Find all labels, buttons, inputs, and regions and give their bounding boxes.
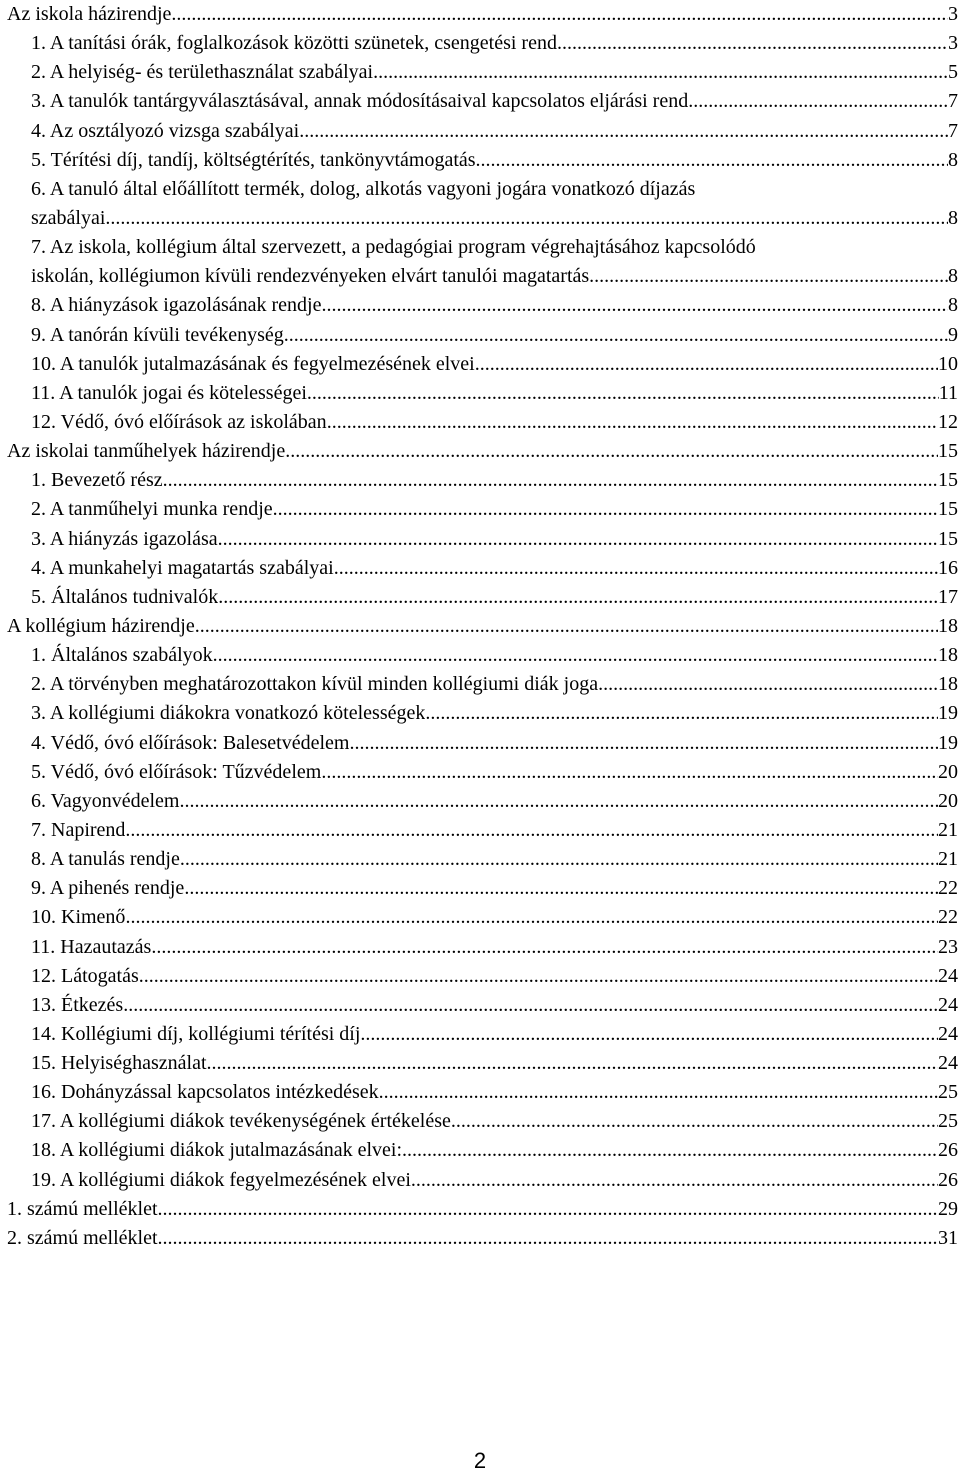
toc-entry-title: 3. A kollégiumi diákokra vonatkozó kötelességek [31, 702, 426, 725]
toc-entry-title: Az iskolai tanműhelyek házirendje [7, 440, 286, 463]
toc-dot-leader [327, 408, 938, 437]
toc-dot-leader [218, 583, 938, 612]
toc-entry[interactable] [7, 175, 958, 204]
toc-entry[interactable] [7, 991, 958, 1020]
toc-entry-page-number: 11 [938, 381, 958, 404]
toc-dot-leader [284, 321, 948, 350]
toc-dot-leader [373, 58, 948, 87]
toc-entry-page-number: 29 [938, 1197, 958, 1220]
toc-entry[interactable] [7, 816, 958, 845]
toc-entry[interactable] [7, 1078, 958, 1107]
toc-entry[interactable] [7, 1136, 958, 1165]
toc-entry[interactable] [7, 379, 958, 408]
table-of-contents [7, 0, 958, 1253]
toc-entry-title: 5. Térítési díj, tandíj, költségtérítés, tankönyvtámogatás [31, 148, 476, 171]
toc-entry-title: 19. A kollégiumi diákok fegyelmezésének elvei [31, 1168, 411, 1191]
toc-entry-title: 8. A hiányzások igazolásának rendje [31, 294, 322, 317]
toc-entry-page-number: 18 [938, 644, 958, 667]
toc-dot-leader [151, 933, 938, 962]
toc-entry-title: 1. számú melléklet [7, 1197, 158, 1220]
toc-dot-leader [171, 0, 948, 29]
toc-dot-leader [321, 758, 938, 787]
toc-entry-title: 6. Vagyonvédelem [31, 789, 180, 812]
toc-dot-leader [207, 1049, 939, 1078]
toc-entry-page-number: 12 [938, 410, 958, 433]
toc-entry-page-number: 22 [938, 877, 958, 900]
toc-entry-page-number: 24 [938, 1052, 958, 1075]
toc-entry-title: 11. Hazautazás [31, 935, 152, 958]
toc-entry-page-number: 25 [938, 1110, 958, 1133]
toc-entry[interactable] [7, 321, 958, 350]
toc-entry-title: 2. A tanműhelyi munka rendje [31, 498, 273, 521]
toc-entry-page-number: 25 [938, 1081, 958, 1104]
toc-entry[interactable] [7, 466, 958, 495]
toc-entry[interactable] [7, 146, 958, 175]
toc-entry-title: 3. A hiányzás igazolása [31, 527, 218, 550]
page-number: 2 [473, 1448, 487, 1473]
toc-dot-leader [180, 787, 939, 816]
toc-entry-page-number: 15 [938, 469, 958, 492]
toc-entry-page-number: 5 [948, 61, 958, 84]
toc-entry-title: 13. Étkezés [31, 993, 124, 1016]
toc-entry-page-number: 21 [938, 848, 958, 871]
toc-entry[interactable] [7, 1020, 958, 1049]
toc-dot-leader [139, 962, 938, 991]
toc-entry[interactable] [7, 233, 958, 262]
toc-entry-title: 12. Védő, óvó előírások az iskolában [31, 410, 327, 433]
toc-entry-title: 10. A tanulók jutalmazásának és fegyelmezésének elvei [31, 352, 475, 375]
toc-entry-page-number: 24 [938, 993, 958, 1016]
toc-entry-title: 1. A tanítási órák, foglalkozások közötti szünetek, csengetési rend [31, 32, 557, 55]
toc-entry-title-continuation: iskolán, kollégiumon kívüli rendezvényeken elvárt tanulói magatartás [31, 265, 590, 288]
toc-entry-page-number: 15 [938, 527, 958, 550]
toc-entry-title: 2. A törvényben meghatározottakon kívül minden kollégiumi diák joga [31, 673, 599, 696]
toc-entry-title: 2. számú melléklet [7, 1226, 158, 1249]
toc-entry-title: A kollégium házirendje [7, 614, 195, 637]
toc-entry[interactable] [7, 874, 958, 903]
toc-entry-page-number: 19 [938, 731, 958, 754]
toc-entry[interactable] [7, 641, 958, 670]
toc-entry-page-number: 31 [938, 1226, 958, 1249]
toc-entry-page-number: 8 [948, 148, 958, 171]
toc-entry-page-number: 8 [948, 206, 958, 229]
toc-entry-page-number: 9 [948, 323, 958, 346]
toc-dot-leader [285, 437, 938, 466]
toc-entry[interactable] [7, 583, 958, 612]
toc-entry-title: 7. Napirend [31, 818, 126, 841]
toc-entry-title: 1. Általános szabályok [31, 644, 213, 667]
toc-entry-page-number: 7 [948, 119, 958, 142]
toc-dot-leader [598, 670, 938, 699]
toc-entry-title: 12. Látogatás [31, 964, 139, 987]
toc-entry[interactable] [7, 58, 958, 87]
toc-entry-page-number: 17 [938, 585, 958, 608]
toc-dot-leader [379, 1078, 938, 1107]
toc-entry-title: 15. Helyiséghasználat [31, 1052, 207, 1075]
toc-entry[interactable] [7, 554, 958, 583]
toc-entry-title: 11. A tanulók jogai és kötelességei [31, 381, 307, 404]
toc-entry[interactable] [7, 962, 958, 991]
toc-entry-page-number: 3 [948, 3, 958, 25]
toc-entry-title-continuation: szabályai [31, 206, 106, 229]
toc-dot-leader [360, 1020, 938, 1049]
toc-entry[interactable] [7, 787, 958, 816]
toc-dot-leader [451, 1107, 938, 1136]
toc-entry[interactable] [7, 670, 958, 699]
toc-entry[interactable] [7, 612, 958, 641]
toc-entry[interactable] [7, 1166, 958, 1195]
toc-entry-title: 9. A tanórán kívüli tevékenység [31, 323, 284, 346]
toc-entry-page-number: 10 [938, 352, 958, 375]
toc-entry-page-number: 26 [938, 1168, 958, 1191]
toc-entry-page-number: 24 [938, 964, 958, 987]
toc-entry-page-number: 16 [938, 556, 958, 579]
toc-dot-leader [411, 1166, 938, 1195]
toc-dot-leader [125, 903, 938, 932]
toc-dot-leader [402, 1136, 938, 1165]
toc-entry-page-number: 23 [938, 935, 958, 958]
toc-entry-title: 6. A tanuló által előállított termék, dolog, alkotás vagyoni jogára vonatkozó díjazás [31, 177, 696, 200]
toc-dot-leader [125, 816, 938, 845]
toc-entry-title: 4. Védő, óvó előírások: Balesetvédelem [31, 731, 350, 754]
toc-dot-leader [273, 495, 938, 524]
toc-entry-page-number: 7 [948, 90, 958, 113]
toc-entry-page-number: 19 [938, 702, 958, 725]
toc-entry-title: 14. Kollégiumi díj, kollégiumi térítési díj [31, 1022, 361, 1045]
toc-entry-title: 2. A helyiség- és területhasználat szabályai [31, 61, 374, 84]
toc-dot-leader [589, 262, 948, 291]
toc-dot-leader [307, 379, 939, 408]
toc-dot-leader [475, 350, 938, 379]
toc-entry[interactable] [7, 1224, 958, 1253]
toc-dot-leader [184, 874, 938, 903]
toc-entry-title: 4. Az osztályozó vizsga szabályai [31, 119, 300, 142]
toc-entry[interactable] [7, 903, 958, 932]
toc-dot-leader [349, 729, 938, 758]
toc-dot-leader [158, 1195, 938, 1224]
toc-entry-page-number: 18 [938, 614, 958, 637]
toc-entry-title: 4. A munkahelyi magatartás szabályai [31, 556, 334, 579]
toc-entry-title: 9. A pihenés rendje [31, 877, 185, 900]
toc-entry-page-number: 26 [938, 1139, 958, 1162]
toc-entry-continuation[interactable] [7, 204, 958, 233]
toc-entry[interactable] [7, 1107, 958, 1136]
toc-entry-title: 1. Bevezető rész [31, 469, 163, 492]
toc-entry-page-number: 20 [938, 789, 958, 812]
toc-dot-leader [476, 146, 948, 175]
toc-dot-leader [334, 554, 938, 583]
toc-entry-page-number: 20 [938, 760, 958, 783]
toc-dot-leader [688, 87, 948, 116]
toc-dot-leader [557, 29, 948, 58]
toc-entry[interactable] [7, 933, 958, 962]
toc-entry-title: 3. A tanulók tantárgyválasztásával, annak módosításaival kapcsolatos eljárási rend [31, 90, 689, 113]
toc-entry-continuation[interactable] [7, 262, 958, 291]
toc-entry[interactable] [7, 437, 958, 466]
toc-dot-leader [425, 699, 938, 728]
toc-entry-title: Az iskola házirendje [7, 3, 172, 25]
toc-dot-leader [218, 525, 938, 554]
toc-dot-leader [299, 117, 948, 146]
toc-entry-title: 10. Kimenő [31, 906, 126, 929]
toc-entry-title: 16. Dohányzással kapcsolatos intézkedések [31, 1081, 379, 1104]
toc-entry-title: 5. Általános tudnivalók [31, 585, 219, 608]
toc-entry[interactable] [7, 525, 958, 554]
toc-dot-leader [105, 204, 948, 233]
toc-entry[interactable] [7, 1049, 958, 1078]
toc-entry-page-number: 15 [938, 440, 958, 463]
toc-entry-page-number: 18 [938, 673, 958, 696]
toc-entry[interactable] [7, 291, 958, 320]
toc-entry-page-number: 21 [938, 818, 958, 841]
toc-entry-page-number: 8 [948, 265, 958, 288]
toc-dot-leader [158, 1224, 938, 1253]
toc-entry[interactable] [7, 117, 958, 146]
toc-entry[interactable] [7, 758, 958, 787]
toc-entry-page-number: 8 [948, 294, 958, 317]
toc-entry[interactable] [7, 699, 958, 728]
toc-entry-title: 5. Védő, óvó előírások: Tűzvédelem [31, 760, 322, 783]
toc-dot-leader [180, 845, 938, 874]
toc-dot-leader [321, 291, 948, 320]
toc-entry[interactable] [7, 1195, 958, 1224]
toc-entry-title: 8. A tanulás rendje [31, 848, 180, 871]
toc-entry[interactable] [7, 350, 958, 379]
toc-entry[interactable] [7, 845, 958, 874]
toc-entry[interactable] [7, 729, 958, 758]
toc-dot-leader [213, 641, 938, 670]
toc-entry[interactable] [7, 87, 958, 116]
toc-dot-leader [163, 466, 938, 495]
toc-entry-page-number: 15 [938, 498, 958, 521]
toc-entry[interactable] [7, 0, 958, 29]
toc-dot-leader [123, 991, 938, 1020]
toc-entry-title: 17. A kollégiumi diákok tevékenységének értékelése [31, 1110, 451, 1133]
toc-entry-title: 7. Az iskola, kollégium által szervezett, a pedagógiai program végrehajtásához kapcsolódó [31, 236, 756, 259]
toc-entry[interactable] [7, 408, 958, 437]
toc-entry[interactable] [7, 495, 958, 524]
toc-entry[interactable] [7, 29, 958, 58]
toc-entry-page-number: 3 [948, 32, 958, 55]
toc-entry-page-number: 24 [938, 1022, 958, 1045]
toc-entry-page-number: 22 [938, 906, 958, 929]
toc-entry-title: 18. A kollégiumi diákok jutalmazásának elvei: [31, 1139, 403, 1162]
toc-dot-leader [195, 612, 938, 641]
